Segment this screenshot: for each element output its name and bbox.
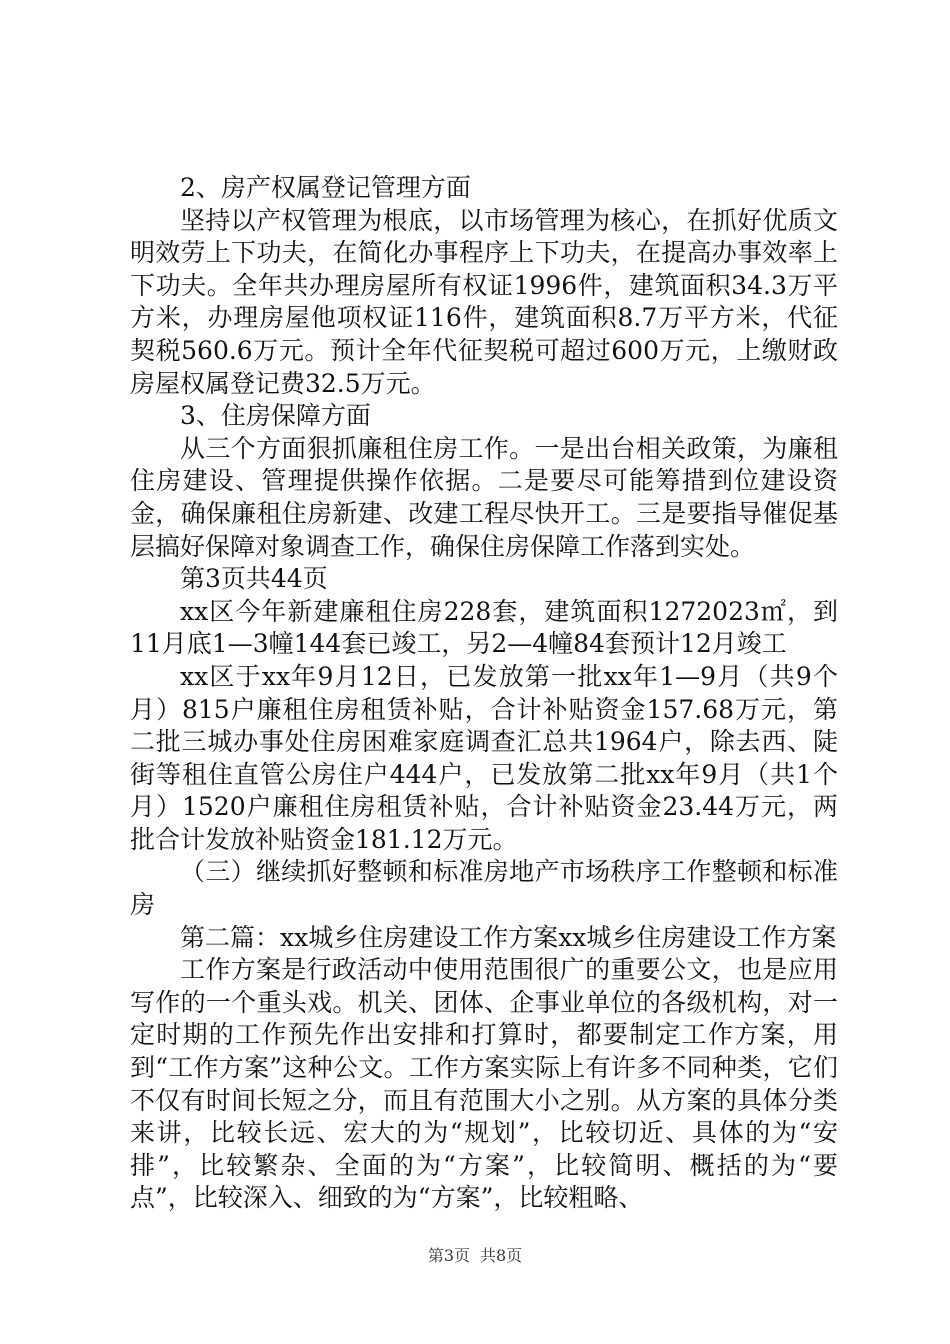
inline-page-marker: 第3页共44页 — [180, 564, 328, 594]
paragraph-work-plan: 工作方案是行政活动中使用范围很广的重要公文，也是应用写作的一个重头戏。机关、团体、企事业单位的各级机构，对一定时期的工作预先作出安排和打算时，都要制定工作方案，用到“工作方案”这种公文。工作方案实际上有许多不同种类，它们不仅有时间长短之分，而且有范围大小之别。从方案的具体分类来讲，比较长远、宏大的为“规划”，比较切近、具体的为“安排”，比较繁杂、全面的为“方案”，比较简明、概括的为“要点”，比较深入、细致的为“方案”，比较粗略、 — [130, 955, 838, 1213]
footer-total-pages: 共8页 — [480, 1246, 523, 1265]
section-heading-market-order: （三）继续抓好整顿和标准房地产市场秩序工作整顿和标准房 — [130, 857, 838, 920]
paragraph-new-construction: xx区今年新建廉租住房228套，建筑面积1272023㎡，到11月底1—3幢144套已竣工，另2—4幢84套预计12月竣工 — [130, 596, 838, 659]
paragraph-rental-subsidy: xx区于xx年9月12日，已发放第一批xx年1—9月（共9个月）815户廉租住房租赁补贴，合计补贴资金157.68万元，第二批三城办事处住房困难家庭调查汇总共1964户，除去西、陡街等租住直管公房住户444户，已发放第二批xx年9月（共1个月）1520户廉租住房租赁补贴，合计补贴资金23.44万元，两批合计发放补贴资金181.12万元。 — [130, 661, 838, 854]
paragraph-property-registration: 坚持以产权管理为根底，以市场管理为核心，在抓好优质文明效劳上下功夫，在简化办事程序上下功夫，在提高办事效率上下功夫。全年共办理房屋所有权证1996件，建筑面积34.3万平方米，办理房屋他项权证116件，建筑面积8.7万平方米，代征契税560.6万元。预计全年代征契税可超过600万元，上缴财政房屋权属登记费32.5万元。 — [130, 205, 838, 398]
section-heading-housing-security: 3、住房保障方面 — [180, 401, 371, 431]
section-heading-property-registration: 2、房产权属登记管理方面 — [180, 173, 471, 202]
footer-page-number: 第3页 — [427, 1246, 470, 1265]
page-footer — [0, 1243, 950, 1266]
paragraph-low-rent-housing: 从三个方面狠抓廉租住房工作。一是出台相关政策，为廉租住房建设、管理提供操作依据。二是要尽可能筹措到位建设资金，确保廉租住房新建、改建工程尽快开工。三是要指导催促基层搞好保障对象调查工作，确保住房保障工作落到实处。 — [130, 433, 838, 561]
document-body — [130, 172, 838, 1215]
chapter-title-second: 第二篇：xx城乡住房建设工作方案xx城乡住房建设工作方案 — [180, 922, 837, 952]
